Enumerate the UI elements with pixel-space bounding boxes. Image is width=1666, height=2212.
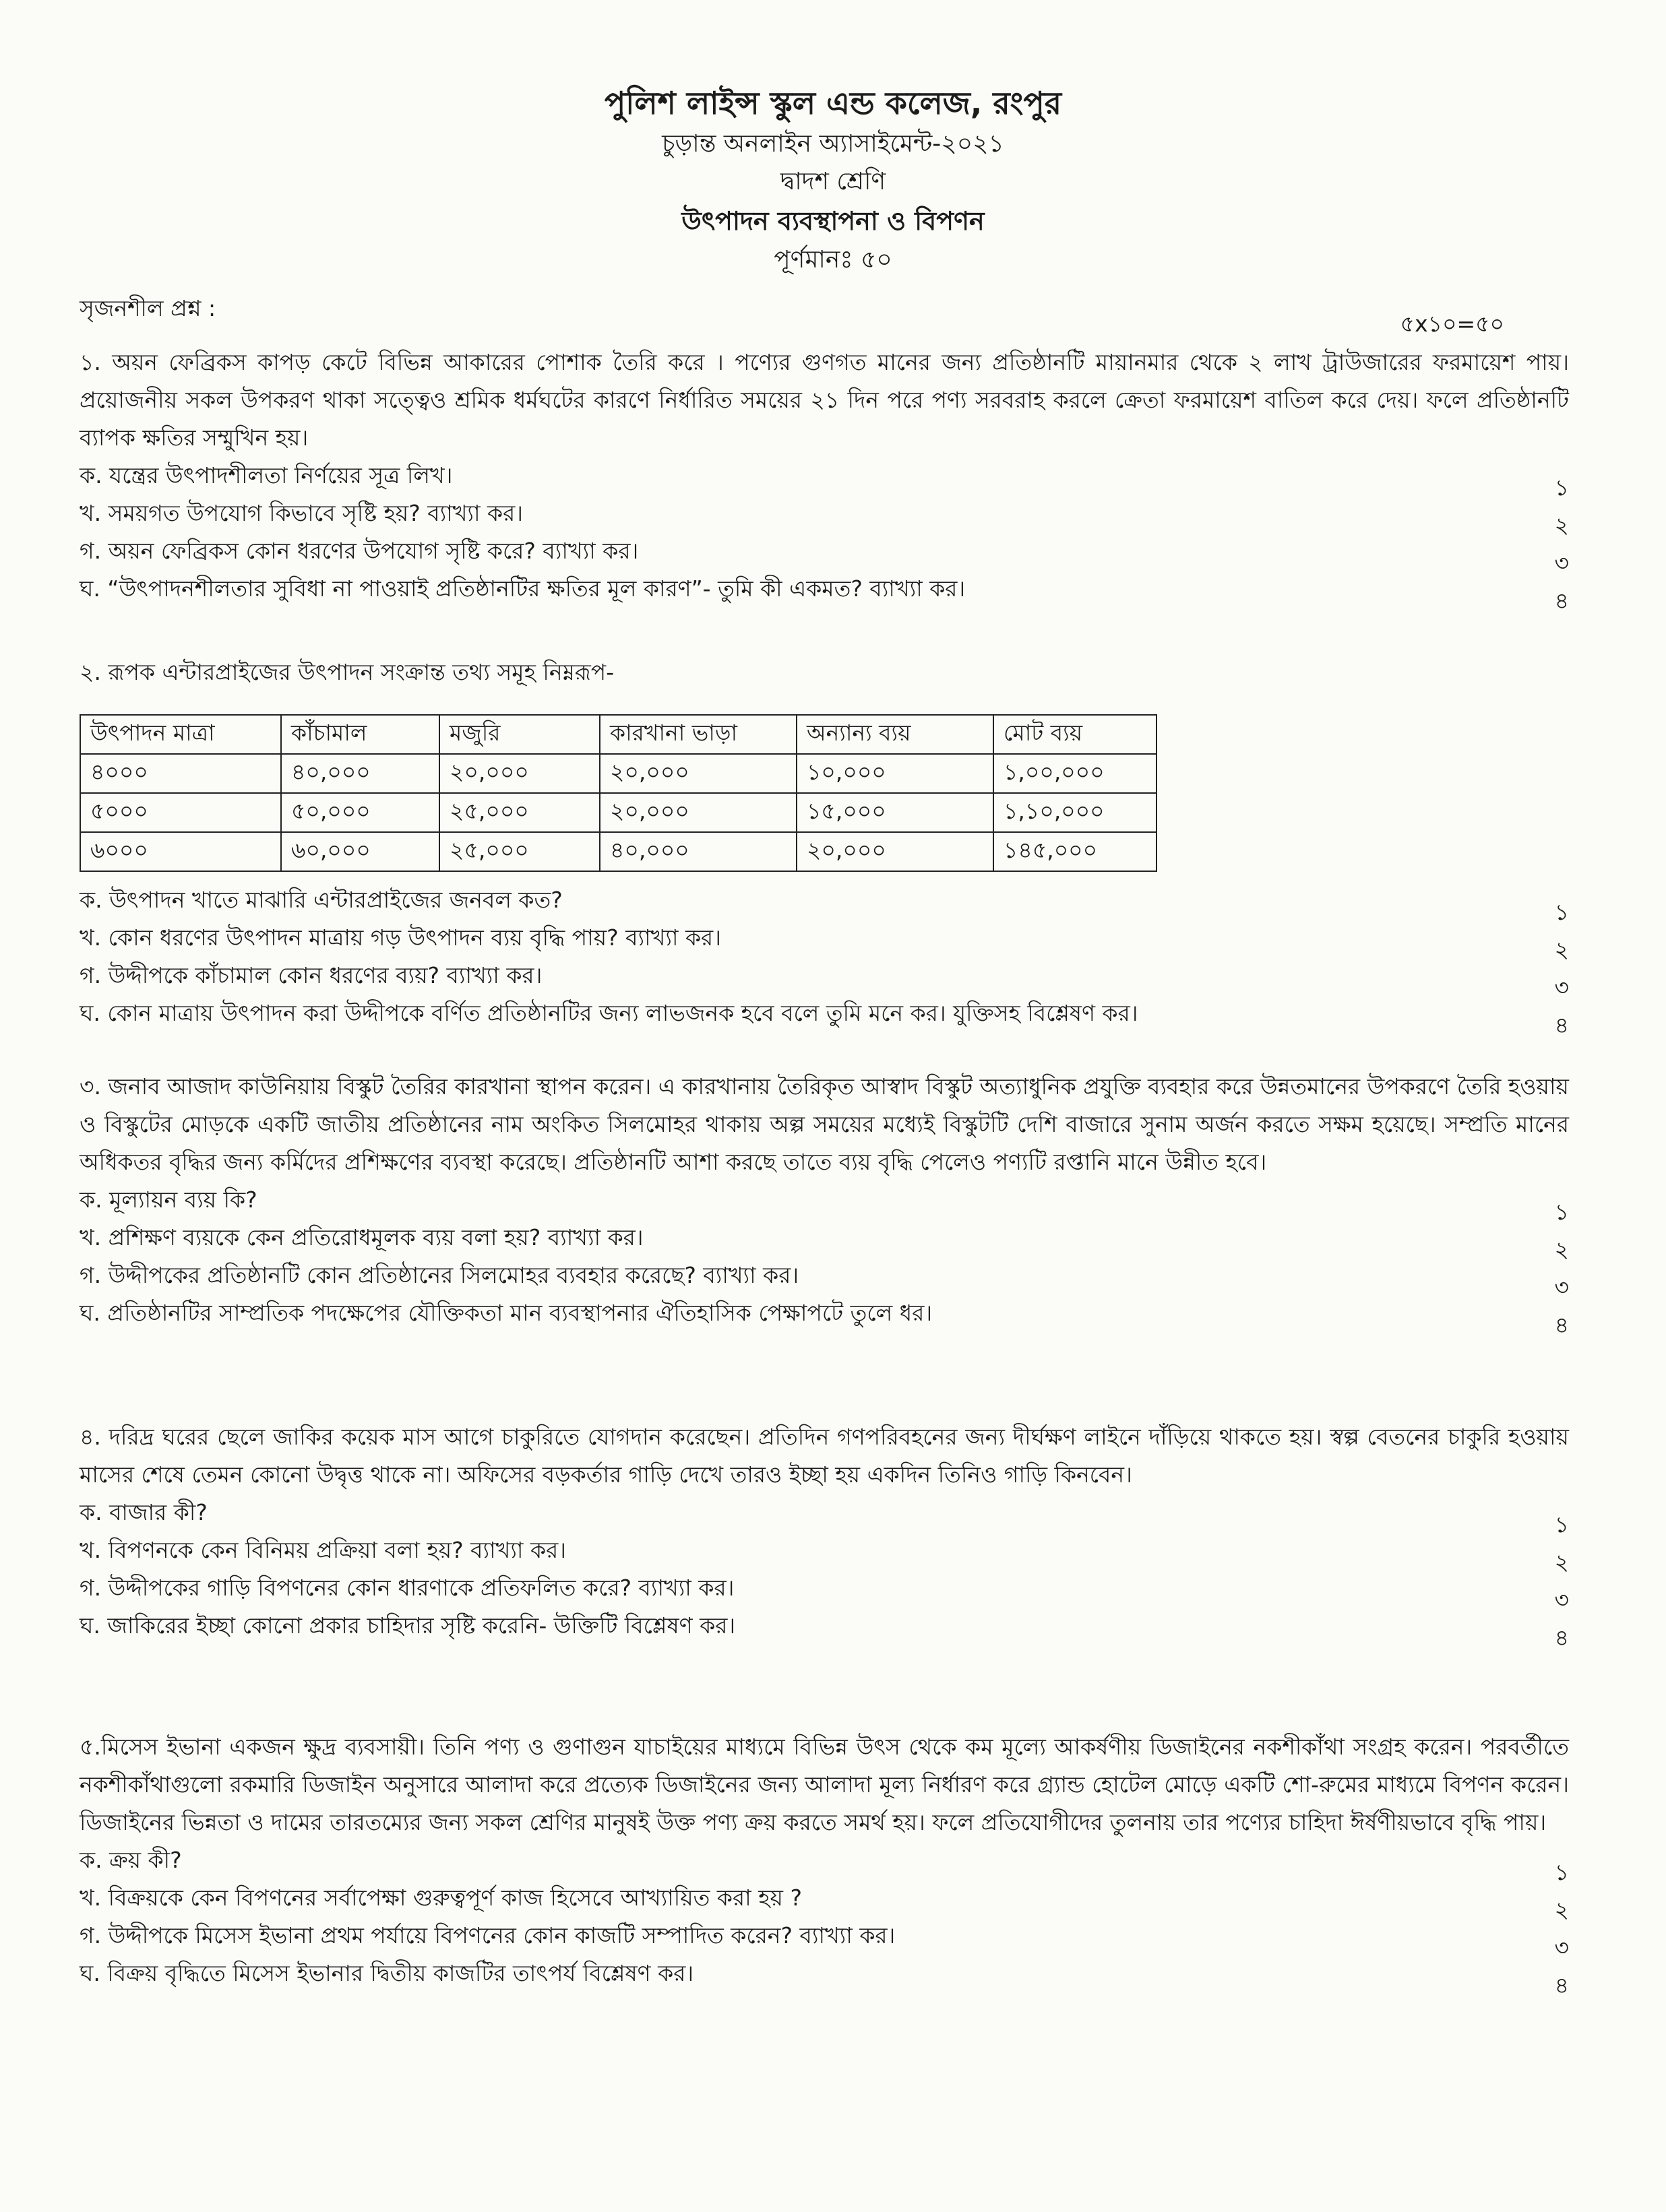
sub-question-text: গ. অয়ন ফেব্রিকস কোন ধরণের উপযোগ সৃষ্টি করে? ব্যাখ্যা কর। [80, 538, 639, 564]
document-header [0, 81, 1666, 279]
sub-question-text: ঘ. জাকিরের ইচ্ছা কোনো প্রকার চাহিদার সৃষ্টি করেনি- উক্তিটি বিশ্লেষণ কর। [80, 1612, 736, 1639]
mark: ৩ [1554, 550, 1569, 576]
mark: ১ [1554, 1859, 1569, 1885]
table-cell: ২৫,০০০ [439, 832, 600, 871]
mark: ১ [1554, 474, 1569, 501]
question-4 [80, 1418, 1569, 1651]
sub-question-text: ক. ক্রয় কী? [80, 1847, 182, 1873]
production-table [80, 714, 1157, 872]
question-3 [80, 1068, 1569, 1338]
table-cell: ৫০০০ [80, 793, 281, 832]
table-header-cell: মজুরি [439, 715, 600, 754]
question-4-ga [80, 1569, 1569, 1613]
table-cell: ৪০,০০০ [600, 832, 797, 871]
mark: ৪ [1554, 1012, 1569, 1038]
table-cell: ২০,০০০ [439, 754, 600, 793]
mark: ৩ [1554, 1934, 1569, 1961]
mark: ৩ [1554, 974, 1569, 1001]
table-cell: ৬০,০০০ [281, 832, 439, 871]
mark: ১ [1554, 1199, 1569, 1225]
mark: ২ [1554, 1549, 1569, 1575]
mark: ২ [1554, 512, 1569, 538]
sub-question-text: গ. উদ্দীপকের গাড়ি বিপণনের কোন ধারণাকে প্রতিফলিত করে? ব্যাখ্যা কর। [80, 1575, 735, 1601]
table-cell: ৫০,০০০ [281, 793, 439, 832]
sub-question-text: ক. উৎপাদন খাতে মাঝারি এন্টারপ্রাইজের জনবল কত? [80, 887, 563, 913]
table-cell: ১০,০০০ [797, 754, 993, 793]
table-cell: ১৪৫,০০০ [993, 832, 1156, 871]
table-cell: ২০,০০০ [600, 754, 797, 793]
question-3-kha [80, 1219, 1569, 1263]
question-3-stem: ৩. জনাব আজাদ কাউনিয়ায় বিস্কুট তৈরির কারখানা স্থাপন করেন। এ কারখানায় তৈরিকৃত আস্বাদ বিস্কুট অত্যাধুনিক প্রযুক্তি ব্যবহার করে উন্নতমানের উপকরণে তৈরি হওয়ায় ও বিস্কুটের মোড়কে একটি জাতীয় প্রতিষ্ঠানের নাম অংকিত সিলমোহর থাকায় অল্প সময়ের মধ্যেই বিস্কুটটি দেশি বাজারে সুনাম অর্জন করতে সক্ষম হয়েছে। সম্প্রতি মানের অধিকতর বৃদ্ধির জন্য কর্মিদের প্রশিক্ষণের ব্যবস্থা করেছে। প্রতিষ্ঠানটি আশা করছে তাতে ব্যয় বৃদ্ধি পেলেও পণ্যটি রপ্তানি মানে উন্নীত হবে। [80, 1073, 1569, 1175]
sub-question-text: ঘ. বিক্রয় বৃদ্ধিতে মিসেস ইভানার দ্বিতীয় কাজটির তাৎপর্য বিশ্লেষণ কর। [80, 1960, 694, 1986]
table-cell: ২৫,০০০ [439, 793, 600, 832]
question-2-stem: ২. রূপক এন্টারপ্রাইজের উৎপাদন সংক্রান্ত তথ্য সমূহ নিম্নরূপ- [80, 659, 615, 685]
question-4-stem: ৪. দরিদ্র ঘরের ছেলে জাকির কয়েক মাস আগে চাকুরিতে যোগদান করেছেন। প্রতিদিন গণপরিবহনের জন্য দীর্ঘক্ষণ লাইনে দাঁড়িয়ে থাকতে হয়। স্বল্প বেতনের চাকুরি হওয়ায় মাসের শেষে তেমন কোনো উদ্বৃত্ত থাকে না। অফিসের বড়কর্তার গাড়ি দেখে তারও ইচ্ছা হয় একদিন তিনিও গাড়ি কিনবেন। [80, 1424, 1569, 1488]
table-header-row [80, 715, 1156, 754]
mark: ৪ [1554, 588, 1569, 614]
section-label: সৃজনশীল প্রশ্ন : [80, 295, 216, 321]
question-3-gha [80, 1294, 1569, 1338]
question-1-gha [80, 570, 1569, 614]
mark: ২ [1554, 1236, 1569, 1263]
sub-question-text: খ. কোন ধরণের উৎপাদন মাত্রায় গড় উৎপাদন ব্যয় বৃদ্ধি পায়? ব্যাখ্যা কর। [80, 924, 722, 951]
question-1 [80, 344, 1569, 614]
table-cell: ২০,০০০ [600, 793, 797, 832]
table-header-cell: কাঁচামাল [281, 715, 439, 754]
sub-question-text: খ. বিক্রয়কে কেন বিপণনের সর্বাপেক্ষা গুরুত্বপূর্ণ কাজ হিসেবে আখ্যায়িত করা হয় ? [80, 1885, 802, 1911]
mark: ৩ [1554, 1587, 1569, 1613]
question-5-gha [80, 1955, 1569, 1998]
question-5-ga [80, 1917, 1569, 1961]
school-name: পুলিশ লাইন্স স্কুল এন্ড কলেজ, রংপুর [604, 85, 1062, 121]
table-cell: ৬০০০ [80, 832, 281, 871]
question-2-gha [80, 994, 1569, 1038]
question-5-stem: ৫.মিসেস ইভানা একজন ক্ষুদ্র ব্যবসায়ী। তিনি পণ্য ও গুণাগুন যাচাইয়ের মাধ্যমে বিভিন্ন উৎস থেকে কম মূল্যে আকর্ষণীয় ডিজাইনের নকশীকাঁথা সংগ্রহ করেন। পরবর্তীতে নকশীকাঁথাগুলো রকমারি ডিজাইন অনুসারে আলাদা করে প্রত্যেক ডিজাইনের জন্য আলাদা মূল্য নির্ধারণ করে গ্র্যান্ড হোটেল মোড়ে একটি শো-রুমের মাধ্যমে বিপণন করেন। ডিজাইনের ভিন্নতা ও দামের তারতম্যের জন্য সকল শ্রেণির মানুষই উক্ত পণ্য ক্রয় করতে সমর্থ হয়। ফলে প্রতিযোগীদের তুলনায় তার পণ্যের চাহিদা ঈর্ষণীয়ভাবে বৃদ্ধি পায়। [80, 1734, 1569, 1835]
mark: ১ [1554, 1511, 1569, 1538]
sub-question-text: ক. মূল্যায়ন ব্যয় কি? [80, 1187, 257, 1213]
table-cell: ১,০০,০০০ [993, 754, 1156, 793]
sub-question-text: ঘ. প্রতিষ্ঠানটির সাম্প্রতিক পদক্ষেপের যৌক্তিকতা মান ব্যবস্থাপনার ঐতিহাসিক পেক্ষাপটে তুলে ধর। [80, 1300, 933, 1326]
question-4-kha [80, 1531, 1569, 1575]
question-2-ga [80, 957, 1569, 1001]
table-cell: ৪০,০০০ [281, 754, 439, 793]
sub-question-text: ঘ. কোন মাত্রায় উৎপাদন করা উদ্দীপকে বর্ণিত প্রতিষ্ঠানটির জন্য লাভজনক হবে বলে তুমি মনে কর। যুক্তিসহ বিশ্লেষণ কর। [80, 1000, 1138, 1026]
mark: ২ [1554, 1897, 1569, 1923]
question-2-kha [80, 919, 1569, 963]
table-header-cell: মোট ব্যয় [993, 715, 1156, 754]
sub-question-text: গ. উদ্দীপকে কাঁচামাল কোন ধরণের ব্যয়? ব্যাখ্যা কর। [80, 962, 543, 988]
question-4-gha [80, 1607, 1569, 1651]
mark: ৪ [1554, 1624, 1569, 1651]
subject-name: উৎপাদন ব্যবস্থাপনা ও বিপণন [681, 206, 985, 236]
question-1-ka [80, 457, 1569, 501]
question-2 [80, 654, 1569, 1038]
class-name: দ্বাদশ শ্রেণি [780, 168, 886, 195]
table-row [80, 793, 1156, 832]
sub-question-text: খ. বিপণনকে কেন বিনিময় প্রক্রিয়া বলা হয়? ব্যাখ্যা কর। [80, 1537, 567, 1563]
question-1-ga [80, 532, 1569, 576]
section-marks: ৫x১০=৫০ [1400, 311, 1504, 337]
table-cell: ১,১০,০০০ [993, 793, 1156, 832]
table-header-cell: অন্যান্য ব্যয় [797, 715, 993, 754]
mark: ৪ [1554, 1312, 1569, 1338]
sub-question-text: গ. উদ্দীপকে মিসেস ইভানা প্রথম পর্যায়ে বিপণনের কোন কাজটি সম্পাদিত করেন? ব্যাখ্যা কর। [80, 1922, 896, 1949]
table-row [80, 754, 1156, 793]
table-header-cell: উৎপাদন মাত্রা [80, 715, 281, 754]
table-row [80, 832, 1156, 871]
question-3-ka [80, 1181, 1569, 1225]
question-3-ga [80, 1257, 1569, 1300]
question-1-kha [80, 495, 1569, 538]
mark: ২ [1554, 937, 1569, 963]
sub-question-text: ক. যন্ত্রের উৎপাদশীলতা নির্ণয়ের সূত্র লিখ। [80, 462, 453, 488]
sub-question-text: গ. উদ্দীপকের প্রতিষ্ঠানটি কোন প্রতিষ্ঠানের সিলমোহর ব্যবহার করেছে? ব্যাখ্যা কর। [80, 1262, 799, 1288]
sub-question-text: ক. বাজার কী? [80, 1499, 208, 1525]
mark: ৪ [1554, 1972, 1569, 1998]
table-cell: ৪০০০ [80, 754, 281, 793]
question-1-stem: ১. অয়ন ফেব্রিকস কাপড় কেটে বিভিন্ন আকারের পোশাক তৈরি করে । পণ্যের গুণগত মানের জন্য প্রতিষ্ঠানটি মায়ানমার থেকে ২ লাখ ট্রাউজারের ফরমায়েশ পায়। প্রয়োজনীয় সকল উপকরণ থাকা সত্ত্বেও শ্রমিক ধর্মঘটের কারণে নির্ধারিত সময়ের ২১ দিন পরে পণ্য সরবরাহ করলে ক্রেতা ফরমায়েশ বাতিল করে দেয়। ফলে প্রতিষ্ঠানটি ব্যাপক ক্ষতির সম্মুখিন হয়। [80, 349, 1569, 451]
question-5 [80, 1728, 1569, 1998]
mark: ১ [1554, 899, 1569, 925]
question-5-ka [80, 1841, 1569, 1885]
full-marks: পূর্ণমানঃ ৫০ [774, 246, 892, 274]
mark: ৩ [1554, 1274, 1569, 1300]
sub-question-text: খ. প্রশিক্ষণ ব্যয়কে কেন প্রতিরোধমূলক ব্যয় বলা হয়? ব্যাখ্যা কর। [80, 1224, 644, 1251]
table-header-cell: কারখানা ভাড়া [600, 715, 797, 754]
question-5-kha [80, 1879, 1569, 1923]
question-2-ka [80, 881, 1569, 925]
sub-question-text: ঘ. “উৎপাদনশীলতার সুবিধা না পাওয়াই প্রতিষ্ঠানটির ক্ষতির মূল কারণ”- তুমি কী একমত? ব্যাখ্যা কর। [80, 575, 966, 602]
question-4-ka [80, 1494, 1569, 1538]
assignment-title: চুড়ান্ত অনলাইন অ্যাসাইমেন্ট-২০২১ [662, 130, 1004, 158]
table-cell: ১৫,০০০ [797, 793, 993, 832]
table-cell: ২০,০০০ [797, 832, 993, 871]
sub-question-text: খ. সময়গত উপযোগ কিভাবে সৃষ্টি হয়? ব্যাখ্যা কর। [80, 500, 524, 526]
